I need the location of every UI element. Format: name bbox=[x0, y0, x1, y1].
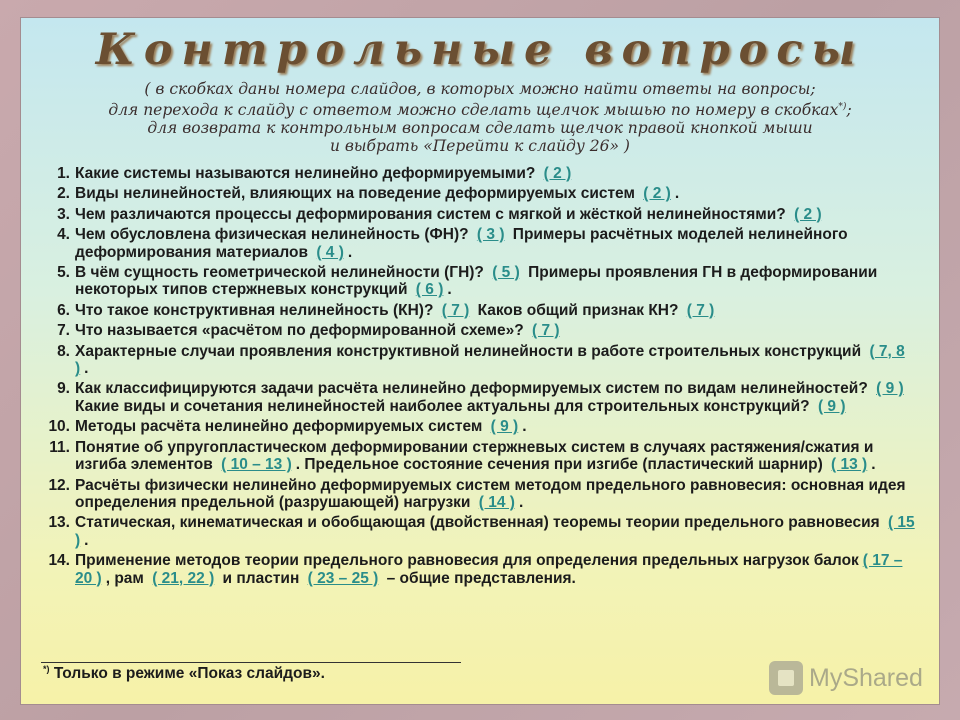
question-item bbox=[35, 514, 915, 549]
question-text-part: Статическая, кинематическая и обобщающая (двойственная) теоремы теории предельного равновесия bbox=[75, 514, 880, 532]
slide-link[interactable]: ( 7 ) bbox=[532, 322, 560, 340]
question-number: 11. bbox=[49, 438, 70, 456]
question-text bbox=[75, 343, 915, 378]
question-text-part: Расчёты физически нелинейно деформируемых систем методом предельного равновесия: основная идея определения предельной (разрушающей) нагрузки bbox=[75, 476, 906, 511]
question-item bbox=[35, 264, 915, 299]
question-item bbox=[35, 185, 915, 202]
question-text-part: . bbox=[84, 531, 89, 549]
question-number: 2. bbox=[57, 185, 70, 203]
question-text-part: . bbox=[447, 281, 452, 299]
question-text bbox=[75, 380, 915, 415]
slide-link[interactable]: ( 17 – 20 ) bbox=[75, 552, 903, 587]
question-text bbox=[75, 165, 915, 182]
slide-link[interactable]: ( 7 ) bbox=[441, 301, 470, 319]
question-item bbox=[35, 343, 915, 378]
question-text-part: – общие представления. bbox=[386, 569, 576, 587]
question-text-part: Что такое конструктивная нелинейность (КН)? bbox=[75, 301, 434, 319]
question-item bbox=[35, 165, 915, 182]
subtitle-line-2 bbox=[21, 98, 939, 119]
slide-link[interactable]: ( 2 ) bbox=[543, 165, 572, 182]
slide bbox=[21, 18, 939, 704]
question-text bbox=[75, 206, 915, 223]
slide-link[interactable]: ( 9 ) bbox=[817, 397, 846, 415]
questions-list bbox=[35, 165, 915, 590]
question-item bbox=[35, 226, 915, 261]
question-text bbox=[75, 264, 915, 299]
question-text bbox=[75, 514, 915, 549]
subtitle-line-3: для возврата к контрольным вопросам сделать щелчок правой кнопкой мыши bbox=[147, 119, 813, 138]
slide-link[interactable]: ( 2 ) bbox=[643, 185, 671, 203]
question-text-part: . bbox=[674, 185, 680, 203]
slide-link[interactable]: ( 6 ) bbox=[415, 281, 444, 299]
slide-link[interactable]: ( 5 ) bbox=[492, 264, 520, 282]
question-text-part: Характерные случаи проявления конструктивной нелинейности в работе строительных конструкций bbox=[75, 342, 862, 360]
question-number: 14. bbox=[48, 552, 70, 570]
question-text-part: Методы расчёта нелинейно деформируемых систем bbox=[75, 418, 483, 436]
subtitle-line-4: и выбрать «Перейти к слайду 26» ) bbox=[330, 137, 630, 156]
question-item bbox=[35, 322, 915, 339]
question-text-part: . bbox=[84, 360, 89, 378]
watermark-logo-icon bbox=[769, 661, 803, 695]
question-text-part: Какие виды и сочетания нелинейностей наиболее актуальны для строительных конструкций? bbox=[75, 397, 810, 415]
question-item bbox=[35, 477, 915, 512]
slide-link[interactable]: ( 10 – 13 ) bbox=[221, 456, 292, 474]
question-text bbox=[75, 322, 915, 339]
question-text-part: . Предельное состояние сечения при изгибе (пластический шарнир) bbox=[295, 456, 823, 474]
question-text bbox=[75, 226, 915, 261]
question-number: 8. bbox=[57, 342, 70, 360]
slide-link[interactable]: ( 2 ) bbox=[794, 205, 822, 223]
question-number: 12. bbox=[48, 476, 70, 494]
question-item bbox=[35, 380, 915, 415]
question-text-part: , рам bbox=[105, 569, 144, 587]
slide-link[interactable]: ( 9 ) bbox=[490, 418, 519, 436]
slide-link[interactable]: ( 15 ) bbox=[75, 514, 915, 549]
question-item bbox=[35, 439, 915, 474]
question-item bbox=[35, 418, 915, 435]
watermark bbox=[769, 656, 923, 700]
subtitle-line-2-text: для перехода к слайду с ответом можно сделать щелчок мышью по номеру в скобках bbox=[108, 101, 839, 120]
question-text-part: Как классифицируются задачи расчёта нелинейно деформируемых систем по видам нелинейностей? bbox=[75, 380, 868, 398]
question-number: 13. bbox=[48, 514, 70, 532]
question-item bbox=[35, 206, 915, 223]
question-text-part: . bbox=[347, 243, 353, 261]
slide-link[interactable]: ( 21, 22 ) bbox=[152, 569, 215, 587]
question-number: 5. bbox=[57, 264, 70, 282]
question-text-part: . bbox=[522, 418, 527, 436]
question-text-part: Понятие об упругопластическом деформировании стержневых систем в случаях растяжения/сжатия и изгиба элементов bbox=[75, 438, 874, 474]
question-text-part: Примеры проявления ГН в деформировании некоторых типов стержневых конструкций bbox=[75, 264, 878, 299]
question-item bbox=[35, 552, 915, 587]
question-text-part: В чём сущность геометрической нелинейности (ГН)? bbox=[75, 264, 484, 282]
slide-link[interactable]: ( 3 ) bbox=[476, 226, 505, 244]
question-number: 3. bbox=[57, 205, 70, 223]
subtitle-footnote-mark: *) bbox=[838, 102, 847, 112]
question-number: 1. bbox=[57, 165, 70, 182]
question-number: 10. bbox=[48, 418, 70, 436]
footnote bbox=[43, 664, 325, 683]
question-number: 9. bbox=[57, 380, 70, 398]
question-text-part: Применение методов теории предельного равновесия для определения предельных нагрузок балок bbox=[75, 552, 859, 570]
question-number: 6. bbox=[57, 301, 70, 319]
slide-link[interactable]: ( 23 – 25 ) bbox=[307, 569, 379, 587]
question-text-part: Чем различаются процессы деформирования систем с мягкой и жёсткой нелинейностями? bbox=[75, 205, 786, 223]
question-number: 4. bbox=[57, 226, 70, 244]
subtitle bbox=[21, 80, 939, 155]
question-number: 7. bbox=[57, 322, 70, 340]
footnote-divider bbox=[41, 662, 461, 663]
footnote-text: Только в режиме «Показ слайдов». bbox=[53, 665, 325, 683]
question-text-part: Что называется «расчётом по деформированной схеме»? bbox=[75, 322, 524, 340]
slide-link[interactable]: ( 4 ) bbox=[316, 243, 344, 261]
question-item bbox=[35, 302, 915, 319]
question-text-part: Чем обусловлена физическая нелинейность (ФН)? bbox=[75, 226, 469, 244]
page-title: Контрольные вопросы bbox=[95, 25, 865, 75]
question-text bbox=[75, 185, 915, 202]
question-text-part: Примеры расчётных моделей нелинейного деформирования материалов bbox=[75, 226, 848, 261]
subtitle-line-2-end: ; bbox=[846, 101, 852, 120]
slide-link[interactable]: ( 14 ) bbox=[478, 493, 515, 511]
slide-link[interactable]: ( 9 ) bbox=[876, 380, 904, 398]
question-text bbox=[75, 552, 915, 587]
question-text-part: Какие системы называются нелинейно деформируемыми? bbox=[75, 165, 536, 182]
question-text-part: и пластин bbox=[222, 569, 300, 587]
question-text-part: . bbox=[871, 456, 876, 474]
question-text bbox=[75, 477, 915, 512]
question-text bbox=[75, 418, 915, 435]
slide-link[interactable]: ( 7, 8 ) bbox=[75, 342, 905, 378]
slide-link[interactable]: ( 13 ) bbox=[831, 456, 868, 474]
watermark-text: MyShared bbox=[809, 663, 923, 692]
slide-link[interactable]: ( 7 ) bbox=[686, 301, 715, 319]
footnote-mark: *) bbox=[43, 664, 50, 674]
question-text-part: . bbox=[518, 493, 524, 511]
subtitle-line-1: ( в скобках даны номера слайдов, в которых можно найти ответы на вопросы; bbox=[144, 80, 816, 98]
question-text bbox=[75, 302, 915, 319]
question-text-part: Виды нелинейностей, влияющих на поведение деформируемых систем bbox=[75, 185, 635, 203]
question-text bbox=[75, 439, 915, 474]
question-text-part: Каков общий признак КН? bbox=[477, 301, 679, 319]
